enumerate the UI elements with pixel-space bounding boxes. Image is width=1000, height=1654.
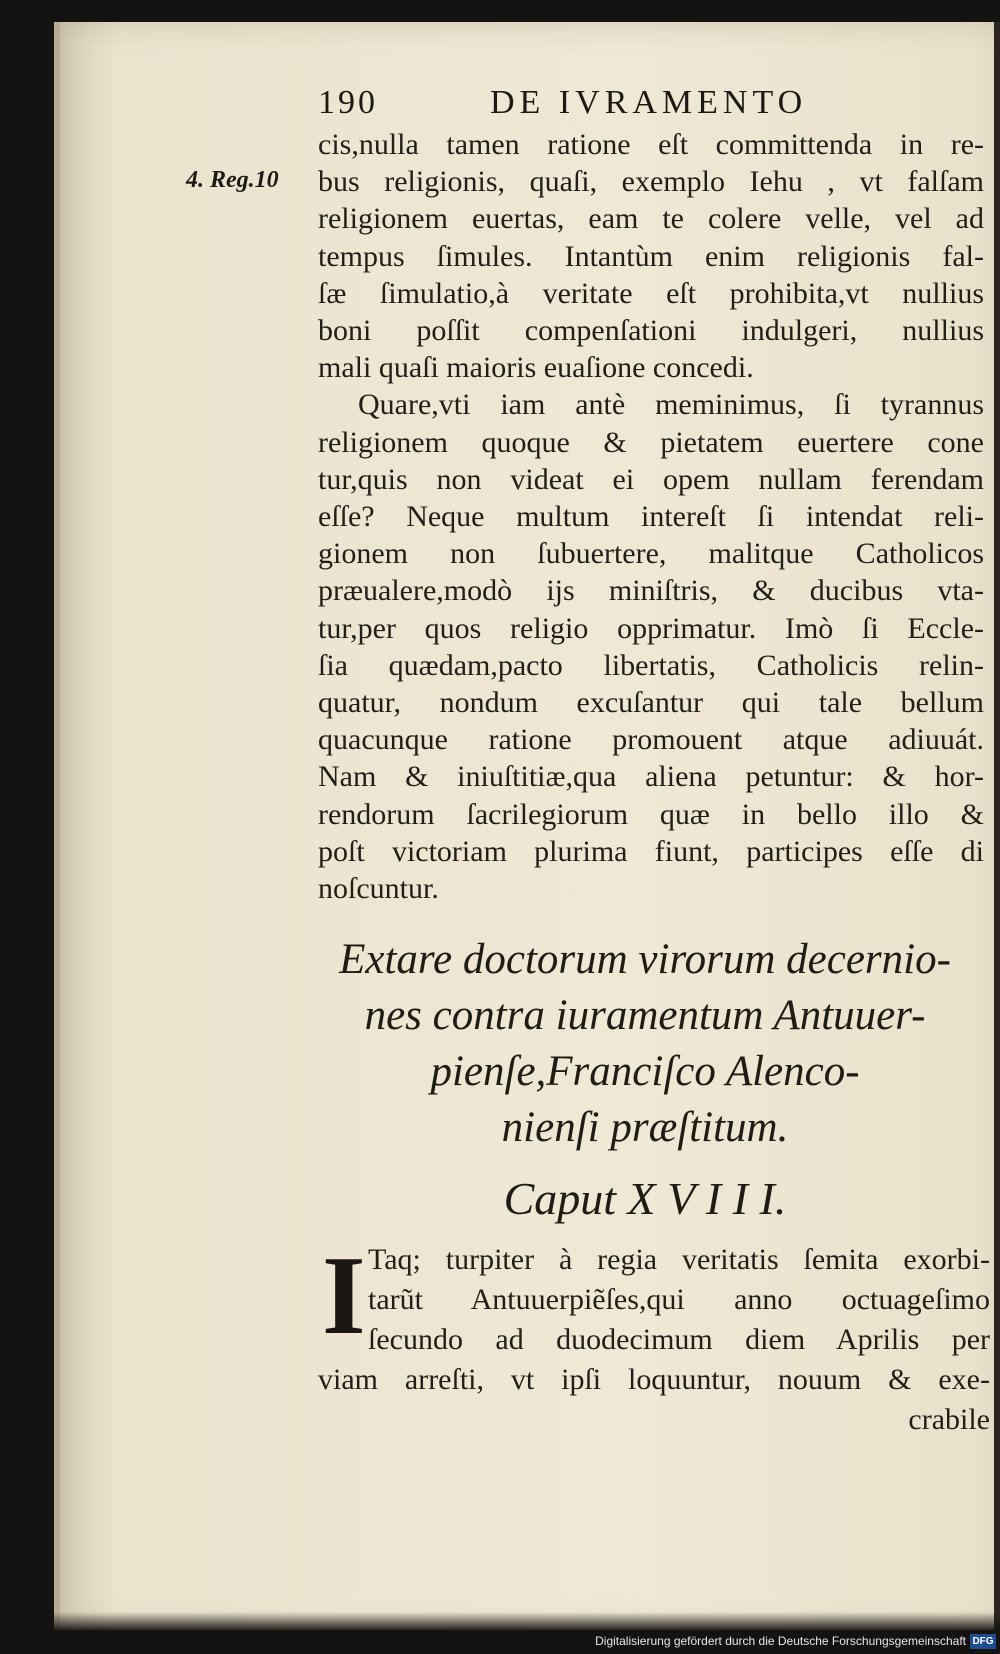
text-line: cis,nulla tamen ratione eſt committenda in re-: [318, 128, 984, 161]
funding-credit: Digitalisierung gefördert durch die Deutsche Forschungsgemeinschaft: [595, 1634, 966, 1648]
dfg-logo: DFG: [970, 1634, 996, 1649]
drop-cap: I: [322, 1234, 366, 1358]
chapter-number: Caput X V I I I.: [503, 1173, 787, 1224]
text-line: mali quaſi maioris euaſione concedi.: [318, 351, 754, 385]
heading-line: nienſi præſtitum.: [501, 1104, 789, 1151]
page-number: 190: [318, 84, 378, 121]
text-line: tarũt Antuuerpiẽſes,qui anno octuageſimo: [368, 1283, 990, 1316]
text-line: præualere,modò ijs miniſtris, & ducibus vta-: [318, 574, 984, 608]
text-line: Nam & iniuſtitiæ,qua aliena petuntur: & hor-: [318, 760, 984, 794]
text-line: ſecundo ad duodecimum diem Aprilis per: [368, 1323, 990, 1356]
catchword: crabile: [908, 1403, 990, 1436]
chapter-text: [318, 1234, 990, 1440]
text-line: viam arreſti, vt ipſi loquuntur, nouum & exe-: [318, 1363, 990, 1396]
text-line: poſt victoriam plurima fiunt, participes eſſe di: [318, 834, 984, 868]
page-header: [318, 84, 838, 128]
text-line: ſæ ſimulatio,à veritate eſt prohibita,vt nullius: [318, 276, 984, 310]
chapter-heading: [300, 932, 990, 1156]
text-line: quacunque ratione promouent atque adiuuát.: [318, 723, 984, 757]
text-line: tempus ſimules. Intantùm enim religionis fal-: [318, 239, 984, 273]
text-line: tur,per quos religio opprimatur. Imò ſi Eccle-: [318, 611, 984, 645]
heading-line: nes contra iuramentum Antuuer-: [364, 992, 926, 1039]
text-line: tur,quis non videat ei opem nullam ferendam: [318, 462, 984, 496]
text-line: boni poſſit compenſationi indulgeri, nullius: [318, 314, 984, 348]
page-shadow: [54, 1612, 1000, 1630]
text-line: Quare,vti iam antè meminimus, ſi tyrannus: [358, 388, 984, 422]
running-head: DE IVRAMENTO: [490, 84, 808, 121]
heading-line: pienſe,Franciſco Alenco-: [430, 1048, 860, 1095]
margin-note: 4. Reg.10: [186, 167, 279, 193]
text-line: bus religionis, quaſi, exemplo Iehu , vt falſam: [318, 165, 984, 199]
text-line: Taq; turpiter à regia veritatis ſemita exorbi-: [368, 1243, 990, 1276]
text-line: religionem quoque & pietatem euertere cone: [318, 425, 984, 459]
page-edge: [994, 22, 1000, 1630]
heading-line: Extare doctorum virorum decernio-: [339, 936, 951, 983]
text-line: quatur, nondum excuſantur qui tale bellum: [318, 686, 984, 720]
text-line: ſia quædam,pacto libertatis, Catholicis relin-: [318, 648, 984, 682]
text-line: gionem non ſubuertere, malitque Catholicos: [318, 537, 984, 571]
text-line: eſſe? Neque multum intereſt ſi intendat reli-: [318, 500, 984, 534]
text-line: noſcuntur.: [318, 872, 439, 906]
body-text: [318, 126, 984, 907]
text-line: religionem euertas, eam te colere velle, vel ad: [318, 202, 984, 236]
text-line: rendorum ſacrilegiorum quæ in bello illo &: [318, 797, 984, 831]
